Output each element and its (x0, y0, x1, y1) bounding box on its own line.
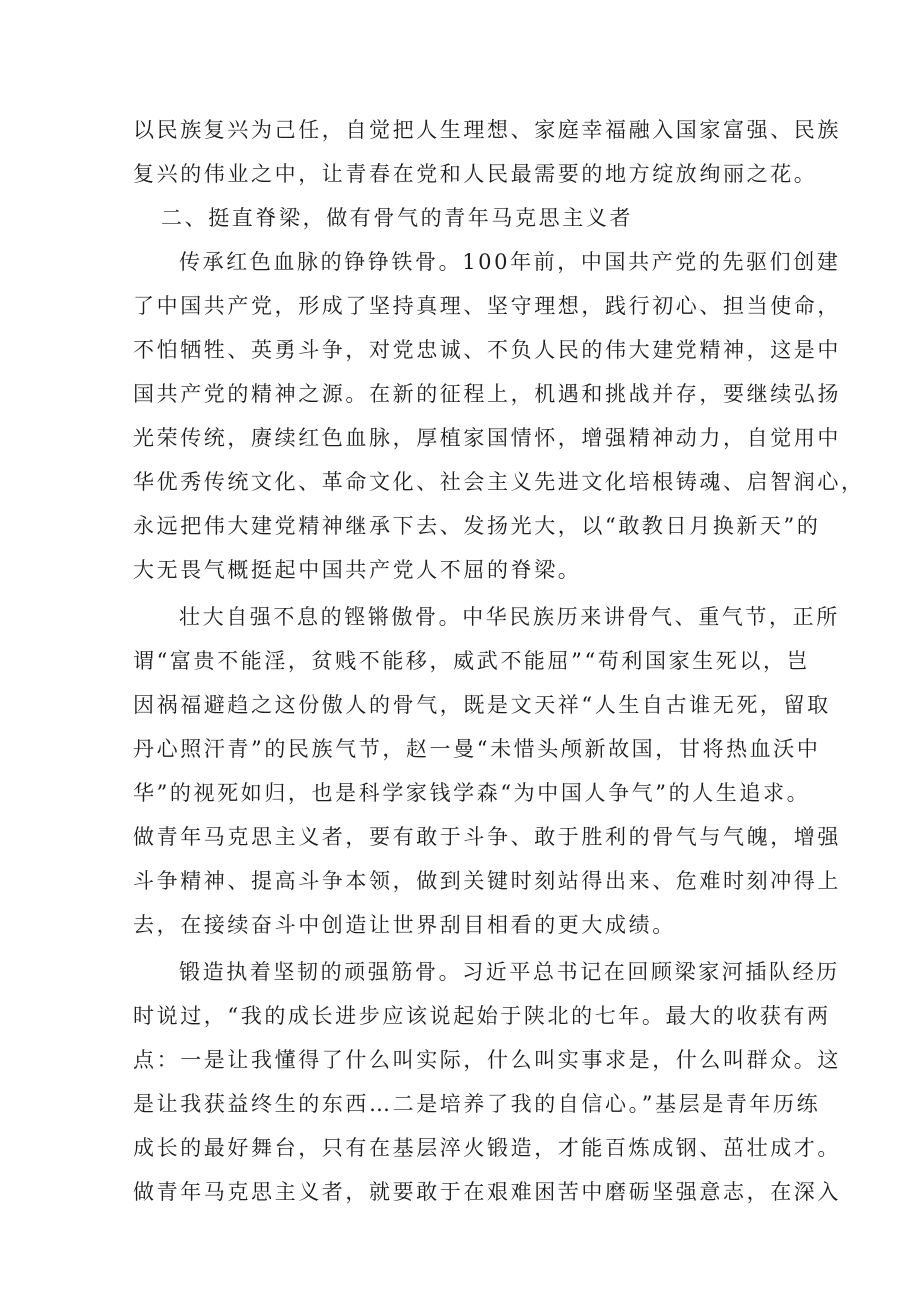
text-line: 华优秀传统文化、革命文化、社会主义先进文化培根铸魂、启智润心， (133, 470, 865, 494)
paragraph-first-line: 锻造执着坚韧的顽强筋骨。习近平总书记在回顾梁家河插队经历 (179, 960, 840, 984)
text-line: 做青年马克思主义者，就要敢于在艰难困苦中磨砺坚强意志，在深入 (133, 1180, 841, 1204)
section-heading: 二、挺直脊梁，做有骨气的青年马克思主义者 (161, 206, 633, 230)
text-line: 成长的最好舞台，只有在基层淬火锻造，才能百炼成钢、茁壮成才。 (133, 1136, 841, 1160)
body-text (133, 108, 865, 1214)
text-line: 因祸福避趋之这份傲人的骨气，既是文天祥“人生自古谁无死，留取 (133, 693, 831, 717)
paragraph-first-line: 传承红色血脉的铮铮铁骨。100年前，中国共产党的先驱们创建 (179, 250, 841, 274)
text-line: 斗争精神、提高斗争本领，做到关键时刻站得出来、危难时刻冲得上 (133, 869, 841, 893)
text-line: 永远把伟大建党精神继承下去、发扬光大，以“敢教日月换新天”的 (133, 514, 821, 538)
text-line: 丹心照汗青”的民族气节，赵一曼“未惜头颅新故国，甘将热血沃中 (133, 737, 821, 761)
text-line: 光荣传统，赓续红色血脉，厚植家国情怀，增强精神动力，自觉用中 (133, 426, 841, 450)
text-line: 是让我获益终生的东西…二是培养了我的自信心。”基层是青年历练 (133, 1092, 821, 1116)
text-line: 点：一是让我懂得了什么叫实际，什么叫实事求是，什么叫群众。这 (133, 1048, 841, 1072)
text-line: 去，在接续奋斗中创造让世界刮目相看的更大成绩。 (133, 913, 676, 937)
text-line: 国共产党的精神之源。在新的征程上，机遇和挑战并存，要继续弘扬 (133, 382, 841, 406)
paragraph-first-line: 壮大自强不息的铿锵傲骨。中华民族历来讲骨气、重气节，正所 (179, 605, 840, 629)
text-line: 以民族复兴为己任，自觉把人生理想、家庭幸福融入国家富强、民族 (133, 118, 841, 142)
text-line: 复兴的伟业之中，让青春在党和人民最需要的地方绽放绚丽之花。 (133, 162, 818, 186)
text-line: 时说过，“我的成长进步应该说起始于陕北的七年。最大的收获有两 (133, 1004, 831, 1028)
text-line: 谓“富贵不能淫，贫贱不能移，威武不能屈”“苟利国家生死以，岂 (133, 649, 811, 673)
text-line: 不怕牺牲、英勇斗争，对党忠诚、不负人民的伟大建党精神，这是中 (133, 338, 841, 362)
text-line: 大无畏气概挺起中国共产党人不屈的脊梁。 (133, 558, 582, 582)
text-line: 华”的视死如归，也是科学家钱学森“为中国人争气”的人生追求。 (133, 781, 811, 805)
text-line: 做青年马克思主义者，要有敢于斗争、敢于胜利的骨气与气魄，增强 (133, 825, 841, 849)
text-line: 了中国共产党，形成了坚持真理、坚守理想，践行初心、担当使命， (133, 294, 841, 318)
